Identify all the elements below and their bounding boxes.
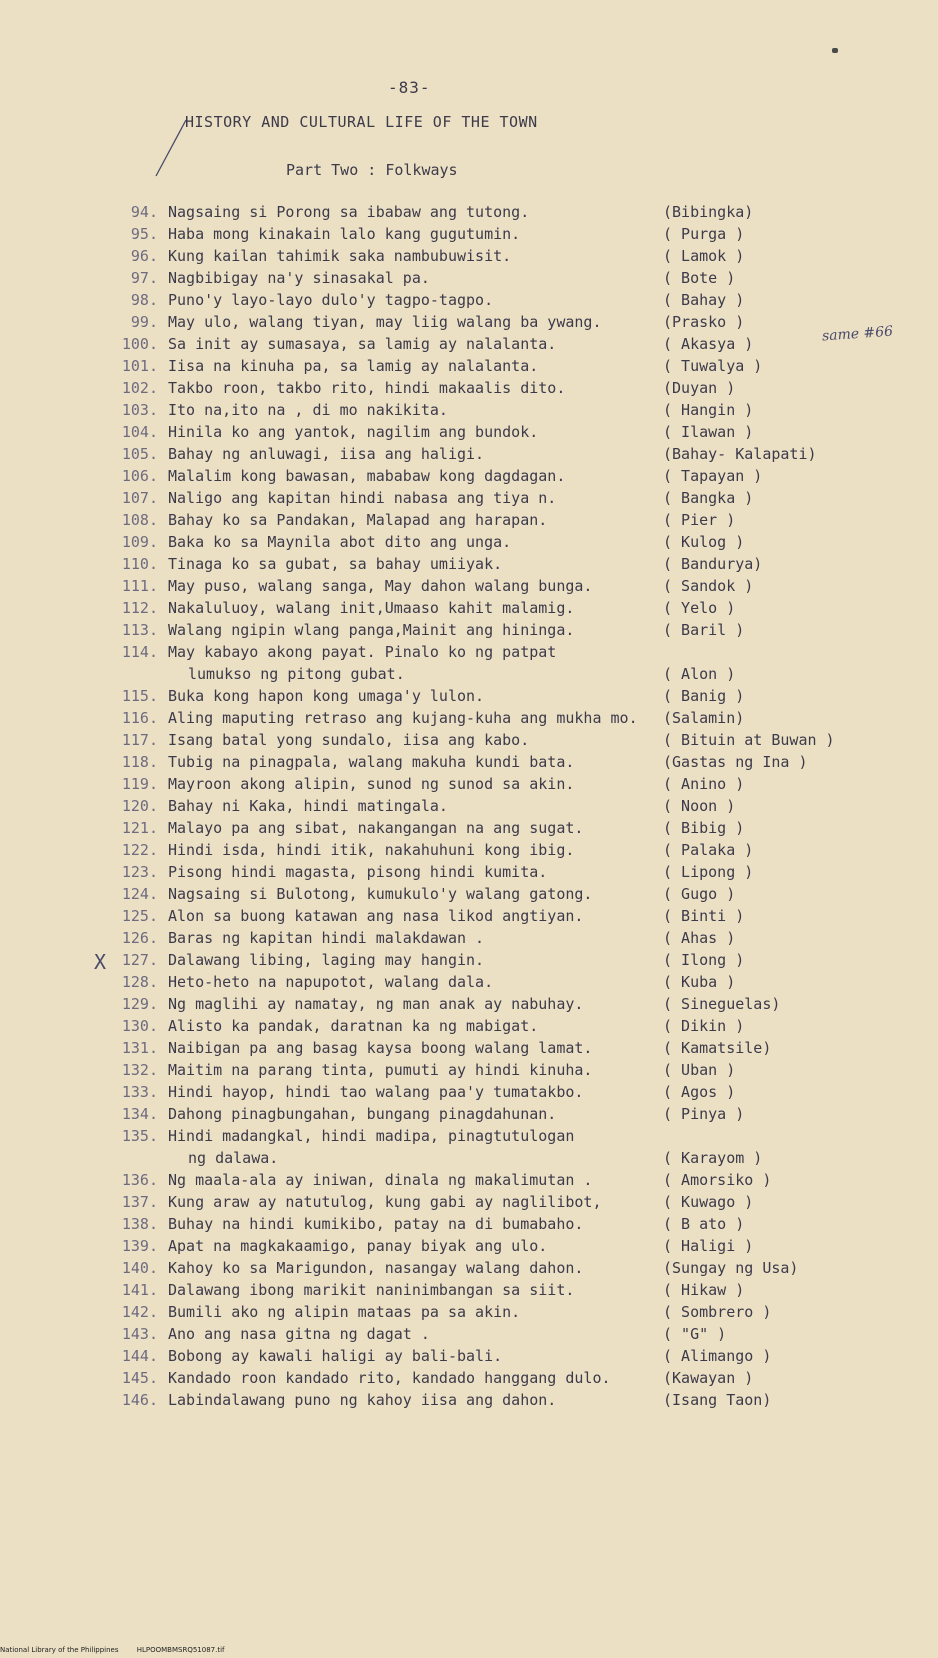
page-subtitle: Part Two : Folkways (286, 161, 458, 179)
riddle-row (0, 1237, 938, 1259)
riddle-answer: ( Amorsiko ) (663, 1171, 772, 1189)
riddle-number: 146. (121, 1391, 158, 1409)
riddle-row (0, 1303, 938, 1325)
riddle-answer: (Bibingka) (663, 203, 754, 221)
riddle-answer: ( Baril ) (663, 621, 745, 639)
handwritten-x-mark: X (94, 950, 107, 974)
riddle-answer: ( Purga ) (663, 225, 745, 243)
riddle-row (0, 973, 938, 995)
riddle-row (0, 819, 938, 841)
riddle-number: 112. (121, 599, 158, 617)
riddle-number: 132. (121, 1061, 158, 1079)
riddle-answer: (Prasko ) (663, 313, 745, 331)
riddle-row (0, 467, 938, 489)
riddle-row (0, 489, 938, 511)
riddle-row (0, 599, 938, 621)
riddle-row (0, 291, 938, 313)
riddle-row (0, 929, 938, 951)
riddle-text: Bahay ng anluwagi, iisa ang haligi. (168, 445, 485, 463)
riddle-number: 125. (121, 907, 158, 925)
riddle-text: Hindi hayop, hindi tao walang paa'y tumatakbo. (168, 1083, 584, 1101)
riddle-text: Dahong pinagbungahan, bungang pinagdahunan. (168, 1105, 557, 1123)
riddle-text: Ano ang nasa gitna ng dagat . (168, 1325, 430, 1343)
riddle-text: Iisa na kinuha pa, sa lamig ay nalalanta. (168, 357, 539, 375)
riddle-answer: ( Sineguelas) (663, 995, 781, 1013)
riddle-number: 124. (121, 885, 158, 903)
riddle-row (0, 1061, 938, 1083)
riddle-text: Pisong hindi magasta, pisong hindi kumita. (168, 863, 548, 881)
riddle-text: Naibigan pa ang basag kaysa boong walang lamat. (168, 1039, 593, 1057)
riddle-text: Tubig na pinagpala, walang makuha kundi bata. (168, 753, 575, 771)
riddle-number: 100. (121, 335, 158, 353)
riddle-answer: ( Dikin ) (663, 1017, 745, 1035)
riddle-answer: ( Ilong ) (663, 951, 745, 969)
riddle-text: Baka ko sa Maynila abot dito ang unga. (168, 533, 512, 551)
riddle-text: Aling maputing retraso ang kujang-kuha ang mukha mo. (168, 709, 638, 727)
riddle-row (0, 379, 938, 401)
riddle-number: 138. (121, 1215, 158, 1233)
riddle-text: Kung kailan tahimik saka nambubuwisit. (168, 247, 512, 265)
riddle-answer: ( Akasya ) (663, 335, 754, 353)
riddle-row (0, 863, 938, 885)
riddle-text: Bumili ako ng alipin mataas pa sa akin. (168, 1303, 521, 1321)
riddle-text: Mayroon akong alipin, sunod ng sunod sa akin. (168, 775, 575, 793)
riddle-number: 129. (121, 995, 158, 1013)
riddle-answer: ( Tapayan ) (663, 467, 763, 485)
riddle-text: May kabayo akong payat. Pinalo ko ng patpat (168, 643, 557, 661)
riddle-text: Nagsaing si Bulotong, kumukulo'y walang gatong. (168, 885, 593, 903)
riddle-answer: ( Yelo ) (663, 599, 736, 617)
riddle-row (0, 1391, 938, 1413)
riddle-row (0, 1281, 938, 1303)
riddle-answer: (Isang Taon) (663, 1391, 772, 1409)
riddle-number: 94. (130, 203, 158, 221)
riddle-number: 121. (121, 819, 158, 837)
riddle-number: 101. (121, 357, 158, 375)
riddle-text: Ng maala-ala ay iniwan, dinala ng makalimutan . (168, 1171, 593, 1189)
riddle-text: Sa init ay sumasaya, sa lamig ay nalalanta. (168, 335, 557, 353)
riddle-row (0, 555, 938, 577)
riddle-text: Ito na,ito na , di mo nakikita. (168, 401, 448, 419)
riddle-row (0, 1017, 938, 1039)
riddle-row (0, 1127, 938, 1171)
riddle-answer: ( Hangin ) (663, 401, 754, 419)
riddle-number: 114. (121, 643, 158, 661)
riddle-answer: ( Agos ) (663, 1083, 736, 1101)
riddle-row (0, 247, 938, 269)
riddle-number: 116. (121, 709, 158, 727)
riddle-text: Takbo roon, takbo rito, hindi makaalis dito. (168, 379, 566, 397)
riddle-row (0, 951, 938, 973)
riddle-row (0, 1215, 938, 1237)
riddle-text-continued: ng dalawa. (188, 1149, 279, 1167)
riddle-number: 140. (121, 1259, 158, 1277)
riddle-row (0, 1259, 938, 1281)
riddle-text: Walang ngipin wlang panga,Mainit ang hininga. (168, 621, 575, 639)
riddle-row (0, 357, 938, 379)
riddle-number: 123. (121, 863, 158, 881)
riddle-answer: ( Ahas ) (663, 929, 736, 947)
riddle-row (0, 797, 938, 819)
riddle-number: 98. (130, 291, 158, 309)
ink-dot (832, 48, 838, 53)
riddle-row (0, 621, 938, 643)
riddle-number: 120. (121, 797, 158, 815)
riddle-row (0, 731, 938, 753)
footer-library: National Library of the Philippines (0, 1646, 119, 1654)
riddle-number: 109. (121, 533, 158, 551)
riddle-number: 139. (121, 1237, 158, 1255)
riddle-text: Labindalawang puno ng kahoy iisa ang dahon. (168, 1391, 557, 1409)
riddle-row (0, 203, 938, 225)
riddle-text: Haba mong kinakain lalo kang gugutumin. (168, 225, 521, 243)
riddle-row (0, 907, 938, 929)
pen-slash-mark (152, 118, 188, 178)
riddle-answer: ( Bandurya) (663, 555, 763, 573)
riddle-answer: ( Banig ) (663, 687, 745, 705)
riddle-text: Puno'y layo-layo dulo'y tagpo-tagpo. (168, 291, 494, 309)
riddle-number: 113. (121, 621, 158, 639)
riddle-number: 131. (121, 1039, 158, 1057)
riddle-answer: ( Pinya ) (663, 1105, 745, 1123)
riddle-number: 144. (121, 1347, 158, 1365)
riddle-text: Malalim kong bawasan, mababaw kong dagdagan. (168, 467, 566, 485)
riddle-row (0, 709, 938, 731)
riddle-row (0, 533, 938, 555)
riddle-text: Kung araw ay natutulog, kung gabi ay naglilibot, (168, 1193, 602, 1211)
handwritten-side-note: same #66 (821, 323, 894, 345)
riddle-row (0, 1105, 938, 1127)
riddle-text: Hinila ko ang yantok, nagilim ang bundok. (168, 423, 539, 441)
riddle-number: 104. (121, 423, 158, 441)
riddle-answer: ( Anino ) (663, 775, 745, 793)
riddle-text: Nakaluluoy, walang init,Umaaso kahit malamig. (168, 599, 575, 617)
riddle-answer: ( Bahay ) (663, 291, 745, 309)
riddle-answer: ( Bote ) (663, 269, 736, 287)
riddle-answer: ( B ato ) (663, 1215, 745, 1233)
riddle-row (0, 401, 938, 423)
riddle-answer: ( Alimango ) (663, 1347, 772, 1365)
riddle-number: 108. (121, 511, 158, 529)
riddle-text: Buhay na hindi kumikibo, patay na di bumabaho. (168, 1215, 584, 1233)
riddle-text: Buka kong hapon kong umaga'y lulon. (168, 687, 485, 705)
riddle-text: Ng maglihi ay namatay, ng man anak ay nabuhay. (168, 995, 584, 1013)
riddle-row (0, 1325, 938, 1347)
riddle-row (0, 1083, 938, 1105)
page-title: HISTORY AND CULTURAL LIFE OF THE TOWN (185, 113, 538, 131)
riddle-answer: (Bahay- Kalapati) (663, 445, 817, 463)
riddle-number: 128. (121, 973, 158, 991)
riddle-number: 127. (121, 951, 158, 969)
riddle-answer: ( Tuwalya ) (663, 357, 763, 375)
riddle-number: 135. (121, 1127, 158, 1145)
riddle-answer: ( Binti ) (663, 907, 745, 925)
riddle-text: Baras ng kapitan hindi malakdawan . (168, 929, 485, 947)
riddle-row (0, 1171, 938, 1193)
riddle-row (0, 423, 938, 445)
riddle-text: Kandado roon kandado rito, kandado hanggang dulo. (168, 1369, 611, 1387)
riddle-text: Alon sa buong katawan ang nasa likod angtiyan. (168, 907, 584, 925)
riddle-answer: ( Noon ) (663, 797, 736, 815)
riddle-number: 97. (130, 269, 158, 287)
riddle-row (0, 885, 938, 907)
riddle-number: 119. (121, 775, 158, 793)
riddle-text: Hindi madangkal, hindi madipa, pinagtutulogan (168, 1127, 575, 1145)
riddle-row (0, 687, 938, 709)
riddle-number: 133. (121, 1083, 158, 1101)
riddle-number: 141. (121, 1281, 158, 1299)
riddle-number: 122. (121, 841, 158, 859)
riddle-text: Malayo pa ang sibat, nakangangan na ang sugat. (168, 819, 584, 837)
riddle-text: May puso, walang sanga, May dahon walang bunga. (168, 577, 593, 595)
riddle-number: 105. (121, 445, 158, 463)
riddle-number: 102. (121, 379, 158, 397)
riddle-text: Maitim na parang tinta, pumuti ay hindi kinuha. (168, 1061, 593, 1079)
riddle-text: Dalawang libing, laging may hangin. (168, 951, 485, 969)
riddle-answer: ( Kuwago ) (663, 1193, 754, 1211)
riddle-number: 103. (121, 401, 158, 419)
riddle-number: 96. (130, 247, 158, 265)
riddle-text: Tinaga ko sa gubat, sa bahay umiiyak. (168, 555, 503, 573)
riddle-text: Dalawang ibong marikit naninimbangan sa siit. (168, 1281, 575, 1299)
riddle-number: 130. (121, 1017, 158, 1035)
riddle-answer: ( Kuba ) (663, 973, 736, 991)
riddle-row (0, 841, 938, 863)
riddle-answer: ( Bangka ) (663, 489, 754, 507)
riddle-answer: ( Palaka ) (663, 841, 754, 859)
riddle-answer: ( Lamok ) (663, 247, 745, 265)
riddle-number: 106. (121, 467, 158, 485)
riddle-number: 99. (130, 313, 158, 331)
riddle-answer: ( "G" ) (663, 1325, 727, 1343)
riddle-text: Isang batal yong sundalo, iisa ang kabo. (168, 731, 530, 749)
riddle-answer: (Kawayan ) (663, 1369, 754, 1387)
riddle-row (0, 1369, 938, 1391)
riddle-text: Nagbibigay na'y sinasakal pa. (168, 269, 430, 287)
riddle-row (0, 995, 938, 1017)
riddle-answer: ( Haligi ) (663, 1237, 754, 1255)
riddle-answer: ( Ilawan ) (663, 423, 754, 441)
riddle-answer: ( Sandok ) (663, 577, 754, 595)
riddle-number: 115. (121, 687, 158, 705)
riddle-row (0, 753, 938, 775)
riddle-answer: ( Bibig ) (663, 819, 745, 837)
riddle-row (0, 511, 938, 533)
riddle-text: May ulo, walang tiyan, may liig walang ba ywang. (168, 313, 602, 331)
riddle-row (0, 225, 938, 247)
riddle-text: Alisto ka pandak, daratnan ka ng mabigat. (168, 1017, 539, 1035)
riddle-number: 134. (121, 1105, 158, 1123)
riddle-answer: ( Hikaw ) (663, 1281, 745, 1299)
riddle-answer: ( Uban ) (663, 1061, 736, 1079)
riddle-row (0, 1347, 938, 1369)
riddle-number: 136. (121, 1171, 158, 1189)
riddle-text: Bobong ay kawali haligi ay bali-bali. (168, 1347, 503, 1365)
riddle-number: 107. (121, 489, 158, 507)
riddle-row (0, 1193, 938, 1215)
riddle-row (0, 577, 938, 599)
riddle-row (0, 335, 938, 357)
riddle-row (0, 643, 938, 687)
riddle-answer: ( Bituin at Buwan ) (663, 731, 835, 749)
riddle-number: 137. (121, 1193, 158, 1211)
riddle-answer: ( Kamatsile) (663, 1039, 772, 1057)
riddle-number: 143. (121, 1325, 158, 1343)
riddle-list (0, 203, 938, 1413)
riddle-row (0, 269, 938, 291)
riddle-answer: ( Alon ) (663, 665, 736, 683)
riddle-text: Heto-heto na napupotot, walang dala. (168, 973, 494, 991)
page-number: -83- (388, 78, 431, 97)
riddle-answer: (Duyan ) (663, 379, 736, 397)
riddle-answer: (Sungay ng Usa) (663, 1259, 799, 1277)
riddle-text: Kahoy ko sa Marigundon, nasangay walang dahon. (168, 1259, 584, 1277)
page-footer (0, 1646, 240, 1654)
riddle-answer: (Salamin) (663, 709, 745, 727)
riddle-text: Nagsaing si Porong sa ibabaw ang tutong. (168, 203, 530, 221)
footer-file: HLPOOMBMSRQ51087.tif (136, 1646, 225, 1654)
riddle-number: 126. (121, 929, 158, 947)
riddle-row (0, 1039, 938, 1061)
riddle-number: 145. (121, 1369, 158, 1387)
riddle-text: Hindi isda, hindi itik, nakahuhuni kong ibig. (168, 841, 575, 859)
riddle-row (0, 775, 938, 797)
riddle-text: Naligo ang kapitan hindi nabasa ang tiya n. (168, 489, 557, 507)
riddle-answer: ( Pier ) (663, 511, 736, 529)
riddle-number: 118. (121, 753, 158, 771)
riddle-row (0, 313, 938, 335)
riddle-number: 95. (130, 225, 158, 243)
riddle-number: 111. (121, 577, 158, 595)
riddle-answer: (Gastas ng Ina ) (663, 753, 808, 771)
riddle-text: Apat na magkakaamigo, panay biyak ang ulo. (168, 1237, 548, 1255)
riddle-row (0, 445, 938, 467)
riddle-answer: ( Kulog ) (663, 533, 745, 551)
riddle-text: Bahay ko sa Pandakan, Malapad ang harapan. (168, 511, 548, 529)
riddle-answer: ( Gugo ) (663, 885, 736, 903)
riddle-number: 117. (121, 731, 158, 749)
riddle-text: Bahay ni Kaka, hindi matingala. (168, 797, 448, 815)
riddle-answer: ( Karayom ) (663, 1149, 763, 1167)
riddle-number: 110. (121, 555, 158, 573)
riddle-answer: ( Lipong ) (663, 863, 754, 881)
riddle-text-continued: lumukso ng pitong gubat. (188, 665, 405, 683)
riddle-number: 142. (121, 1303, 158, 1321)
riddle-answer: ( Sombrero ) (663, 1303, 772, 1321)
